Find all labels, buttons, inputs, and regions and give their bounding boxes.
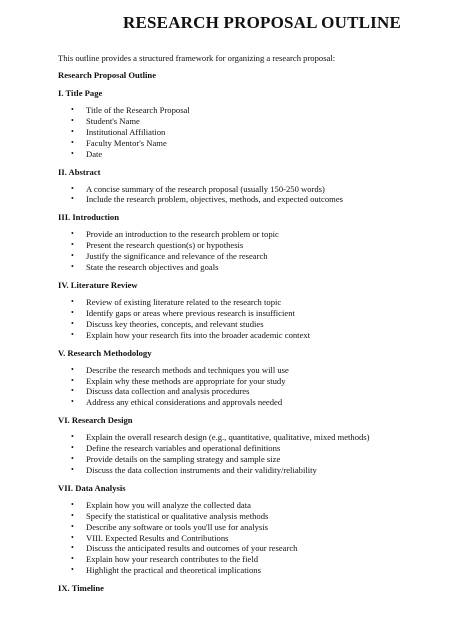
outline-section	[58, 167, 416, 206]
list-item-text: Date	[86, 148, 103, 159]
list-item	[58, 194, 416, 205]
bullet-icon: •	[71, 464, 74, 474]
bullet-icon: •	[71, 329, 74, 339]
list-item	[58, 565, 416, 576]
list-item-text: VIII. Expected Results and Contributions	[86, 532, 229, 543]
list-item	[58, 330, 416, 341]
intro-paragraph: This outline provides a structured framework for organizing a research proposal:	[58, 53, 336, 63]
section-heading: III. Introduction	[58, 212, 119, 223]
outline-section	[58, 88, 416, 160]
bullet-list	[58, 229, 416, 273]
bullet-list	[58, 184, 416, 206]
section-heading: V. Research Methodology	[58, 347, 152, 358]
list-item	[58, 386, 416, 397]
bullet-icon: •	[71, 443, 74, 453]
list-item	[58, 365, 416, 376]
list-item	[58, 127, 416, 138]
bullet-icon: •	[71, 432, 74, 442]
list-item	[58, 138, 416, 149]
bullet-icon: •	[71, 318, 74, 328]
outline-section	[58, 280, 416, 341]
list-item	[58, 454, 416, 465]
bullet-icon: •	[71, 532, 74, 542]
list-item-text: Discuss the data collection instruments and their validity/reliability	[86, 464, 317, 475]
bullet-icon: •	[71, 262, 74, 272]
section-heading: II. Abstract	[58, 166, 101, 177]
list-item	[58, 443, 416, 454]
list-item-text: Explain how your research contributes to the field	[86, 554, 259, 565]
bullet-icon: •	[71, 307, 74, 317]
bullet-icon: •	[71, 397, 74, 407]
list-item	[58, 533, 416, 544]
list-item	[58, 229, 416, 240]
list-item-text: Highlight the practical and theoretical implications	[86, 565, 261, 576]
list-item	[58, 149, 416, 160]
list-item-text: Title of the Research Proposal	[86, 105, 190, 115]
list-item-text: Discuss the anticipated results and outcomes of your research	[86, 543, 298, 554]
bullet-icon: •	[71, 183, 74, 193]
list-item-text: Describe the research methods and techniques you will use	[86, 364, 289, 375]
bullet-icon: •	[71, 251, 74, 261]
sections-container	[58, 88, 416, 594]
bullet-icon: •	[71, 521, 74, 531]
list-item	[58, 554, 416, 565]
list-item	[58, 297, 416, 308]
section-heading: I. Title Page	[58, 88, 103, 98]
list-item	[58, 543, 416, 554]
list-item-text: State the research objectives and goals	[86, 262, 219, 273]
bullet-icon: •	[71, 229, 74, 239]
list-item	[58, 500, 416, 511]
list-item-text: Faculty Mentor's Name	[86, 137, 167, 148]
bullet-list	[58, 432, 416, 476]
outline-section	[58, 583, 416, 594]
outline-section	[58, 348, 416, 409]
bullet-icon: •	[71, 148, 74, 158]
list-item	[58, 376, 416, 387]
list-item	[58, 511, 416, 522]
list-item-text: Explain why these methods are appropriate for your study	[86, 375, 286, 386]
list-item	[58, 240, 416, 251]
list-item	[58, 105, 416, 116]
list-item	[58, 184, 416, 195]
bullet-icon: •	[71, 137, 74, 147]
bullet-list	[58, 105, 416, 160]
list-item-text: Provide an introduction to the research problem or topic	[86, 229, 279, 240]
bullet-icon: •	[71, 499, 74, 509]
list-item-text: Present the research question(s) or hypothesis	[86, 240, 244, 251]
bullet-list	[58, 297, 416, 341]
list-item-text: A concise summary of the research proposal (usually 150-250 words)	[86, 183, 325, 194]
list-item-text: Provide details on the sampling strategy and sample size	[86, 454, 281, 465]
list-item-text: Justify the significance and relevance of the research	[86, 251, 268, 262]
section-heading: IX. Timeline	[58, 583, 104, 594]
outline-section	[58, 212, 416, 273]
list-item	[58, 522, 416, 533]
bullet-icon: •	[71, 565, 74, 575]
list-item-text: Address any ethical considerations and approvals needed	[86, 397, 283, 408]
list-item	[58, 251, 416, 262]
bullet-icon: •	[71, 386, 74, 396]
list-item-text: Identify gaps or areas where previous research is insufficient	[86, 307, 295, 318]
outline-heading: Research Proposal Outline	[58, 70, 157, 80]
list-item	[58, 116, 416, 127]
outline-section	[58, 483, 416, 576]
bullet-icon: •	[71, 115, 74, 125]
bullet-icon: •	[71, 454, 74, 464]
bullet-icon: •	[71, 105, 74, 114]
list-item	[58, 262, 416, 273]
list-item-text: Explain the overall research design (e.g., quantitative, qualitative, mixed methods)	[86, 432, 370, 443]
outline-section	[58, 415, 416, 476]
list-item	[58, 319, 416, 330]
list-item-text: Student's Name	[86, 115, 140, 126]
list-item	[58, 308, 416, 319]
bullet-icon: •	[71, 126, 74, 136]
section-heading: VII. Data Analysis	[58, 482, 126, 493]
bullet-list	[58, 500, 416, 576]
bullet-icon: •	[71, 296, 74, 306]
list-item-text: Include the research problem, objectives, methods, and expected outcomes	[86, 194, 344, 205]
bullet-icon: •	[71, 543, 74, 553]
list-item-text: Describe any software or tools you'll use for analysis	[86, 521, 268, 532]
list-item-text: Discuss data collection and analysis procedures	[86, 386, 250, 397]
bullet-icon: •	[71, 364, 74, 374]
list-item-text: Specify the statistical or qualitative analysis methods	[86, 510, 269, 521]
list-item-text: Institutional Affiliation	[86, 126, 166, 137]
list-item-text: Discuss key theories, concepts, and relevant studies	[86, 318, 264, 329]
list-item	[58, 432, 416, 443]
list-item-text: Review of existing literature related to the research topic	[86, 296, 282, 307]
bullet-icon: •	[71, 240, 74, 250]
list-item	[58, 397, 416, 408]
list-item-text: Explain how you will analyze the collected data	[86, 499, 251, 510]
list-item	[58, 465, 416, 476]
bullet-icon: •	[71, 375, 74, 385]
bullet-icon: •	[71, 194, 74, 204]
bullet-icon: •	[71, 510, 74, 520]
section-heading: VI. Research Design	[58, 415, 133, 426]
list-item-text: Explain how your research fits into the broader academic context	[86, 329, 311, 340]
list-item-text: Define the research variables and operational definitions	[86, 443, 281, 454]
section-heading: IV. Literature Review	[58, 279, 138, 290]
document-title: RESEARCH PROPOSAL OUTLINE	[123, 13, 401, 32]
bullet-list	[58, 365, 416, 409]
bullet-icon: •	[71, 554, 74, 564]
